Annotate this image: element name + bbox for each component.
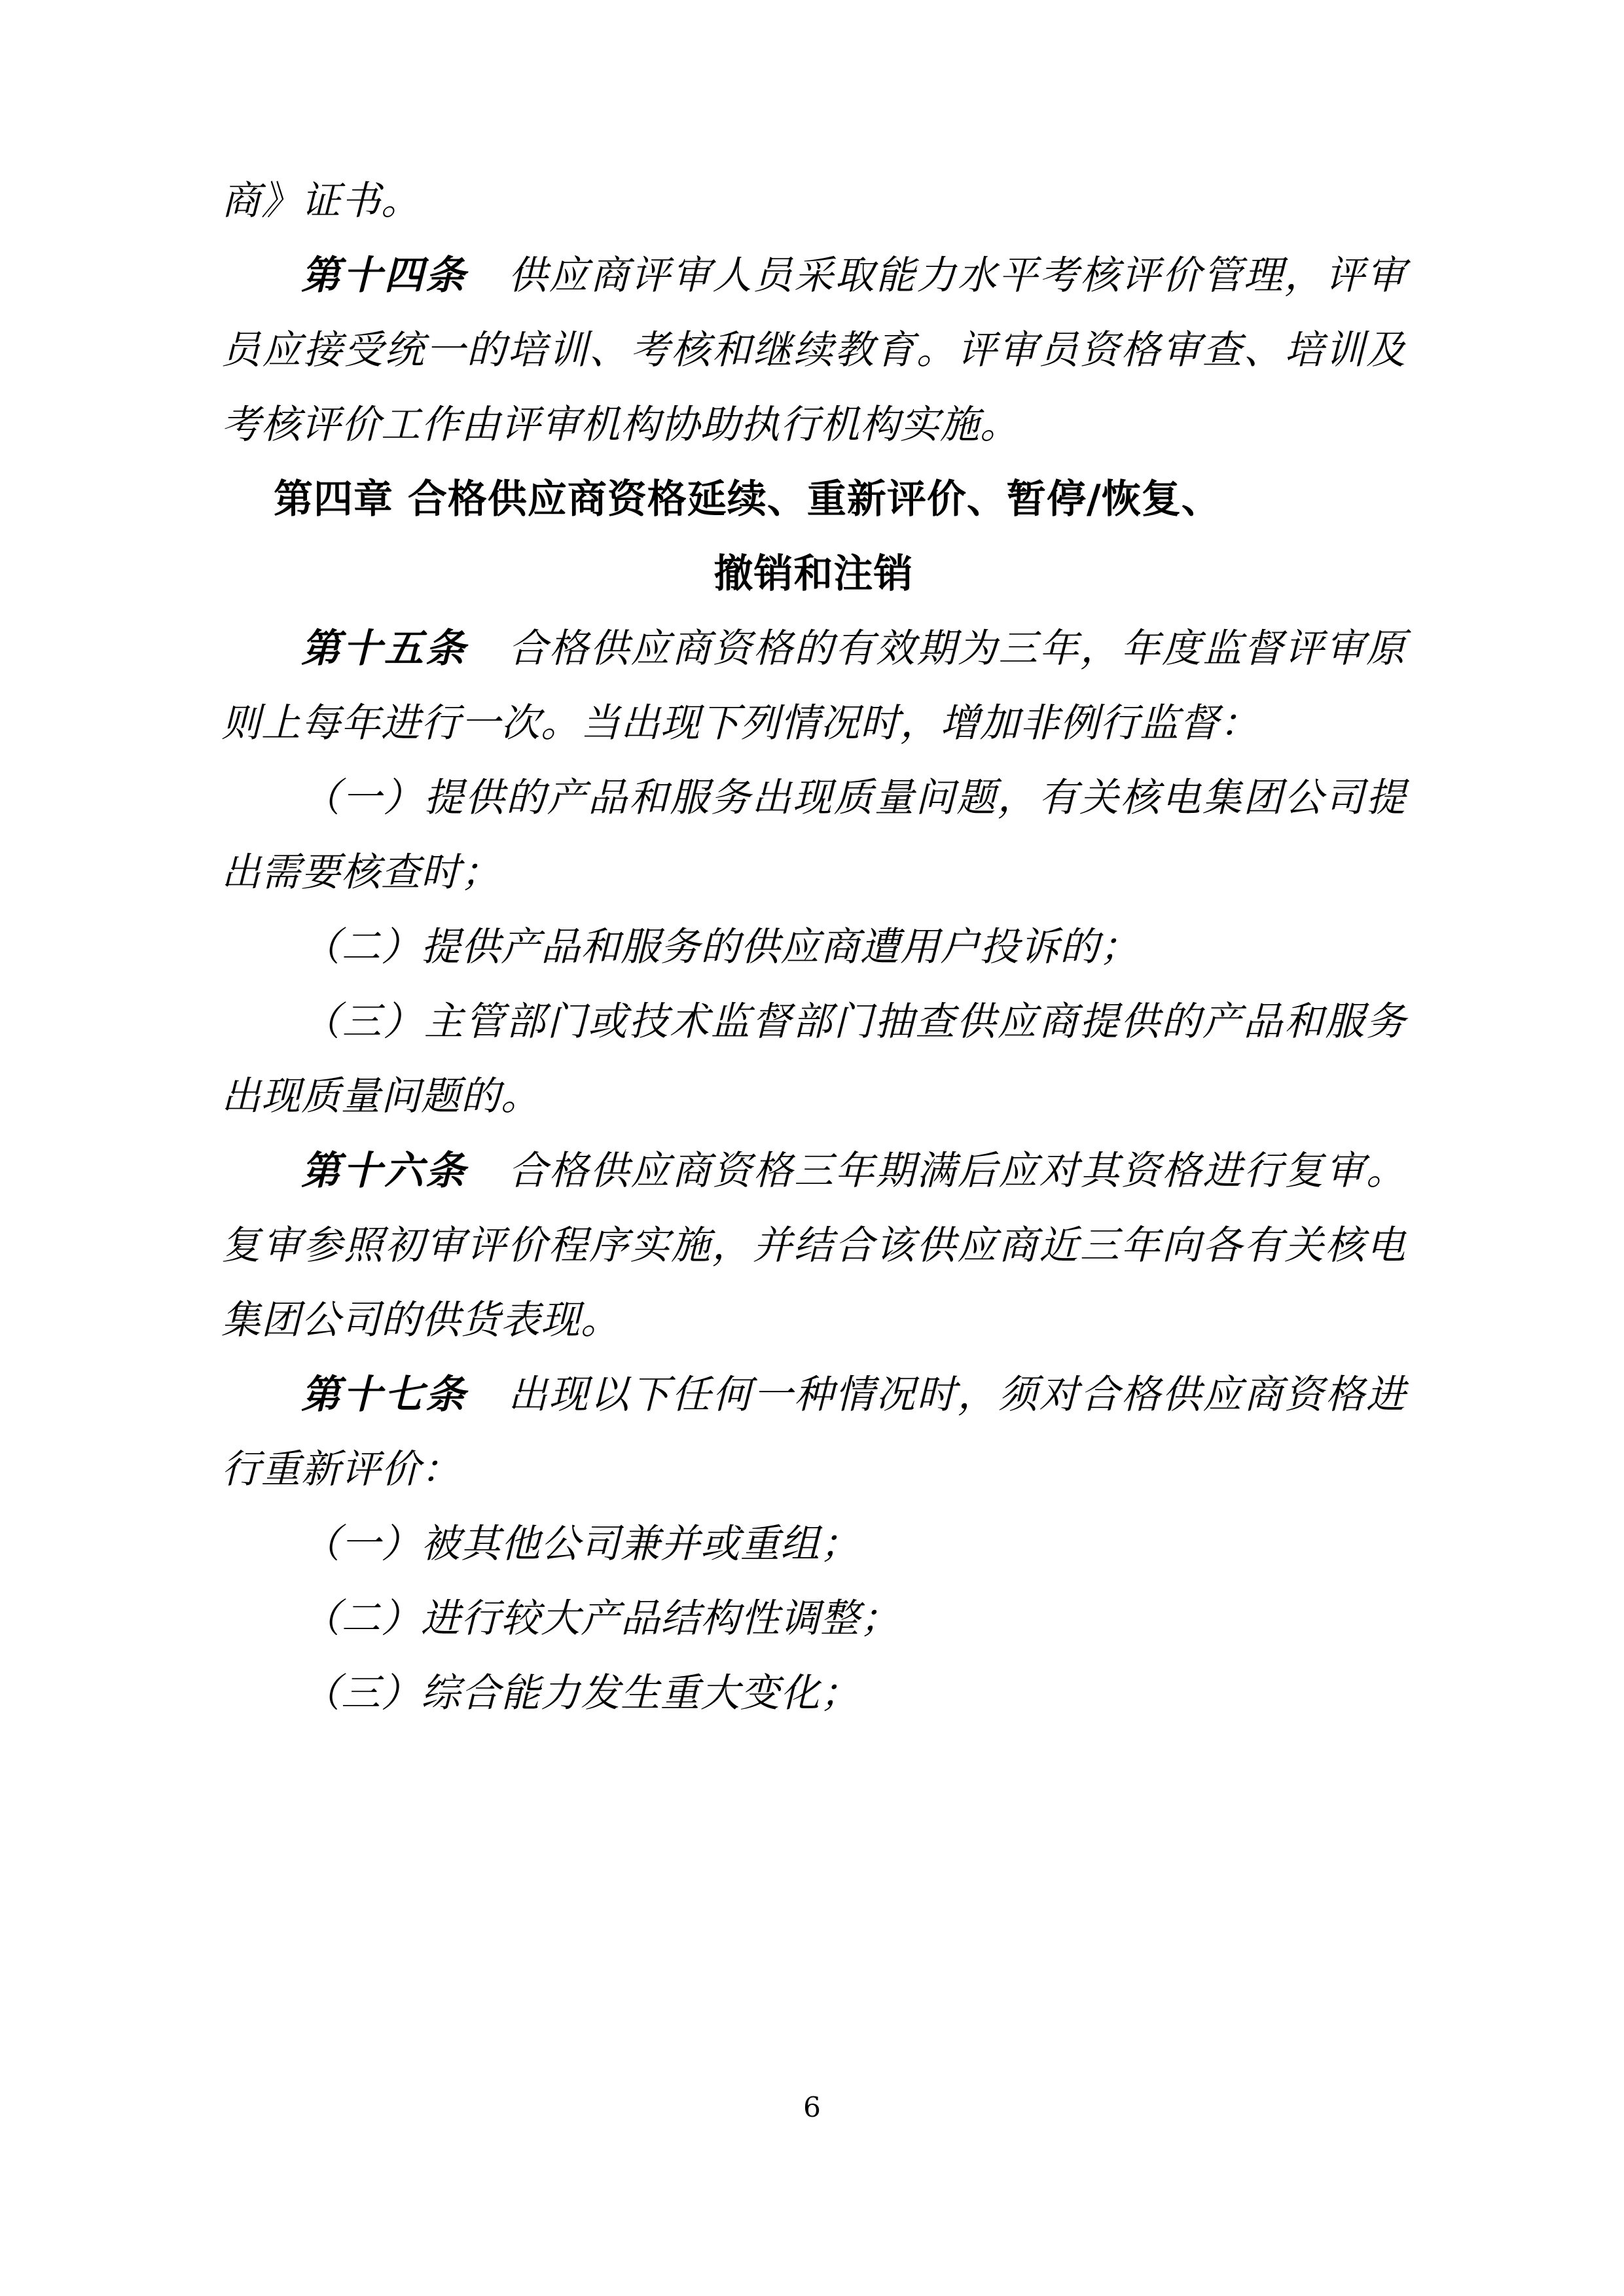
paragraph-text: 商》证书。: [221, 178, 421, 224]
paragraph-article-17: [221, 1357, 1406, 1507]
list-item-article-17-1: [221, 1507, 1406, 1581]
paragraph-article-14: [221, 238, 1406, 462]
list-item-article-17-3: [221, 1656, 1406, 1731]
list-item-article-15-1: [221, 761, 1406, 910]
paragraph-text: （二）进行较大产品结构性调整；: [301, 1596, 900, 1641]
chapter-heading-line-2: 撤销和注销: [713, 551, 914, 597]
paragraph-text: 合格供应商资格的有效期为三年，年度监督评审原则上每年进行一次。当出现下列情况时，增加非例行监督：: [221, 626, 1407, 746]
paragraph-continuation-article-13: [221, 164, 1406, 238]
paragraph-text: （三）综合能力发生重大变化；: [301, 1670, 860, 1716]
paragraph-text: （二）提供产品和服务的供应商遭用户投诉的；: [301, 924, 1140, 970]
paragraph-text: 出现以下任何一种情况时，须对合格供应商资格进行重新评价：: [221, 1372, 1407, 1492]
paragraph-text: 供应商评审人员采取能力水平考核评价管理，评审员应接受统一的培训、考核和继续教育。评审员资格审查、培训及考核评价工作由评审机构协助执行机构实施。: [221, 253, 1407, 448]
paragraph-article-16: [221, 1134, 1406, 1357]
list-item-article-17-2: [221, 1581, 1406, 1656]
list-item-article-15-2: [221, 910, 1406, 984]
chapter-heading-line-1: 第四章 合格供应商资格延续、重新评价、暂停/恢复、: [274, 476, 1221, 522]
article-label-17: 第十七条: [301, 1372, 467, 1418]
paragraph-text: （一）提供的产品和服务出现质量问题，有关核电集团公司提出需要核查时；: [221, 775, 1406, 895]
article-label-15: 第十五条: [301, 626, 467, 672]
paragraph-article-15: [221, 611, 1406, 761]
list-item-article-15-3: [221, 984, 1406, 1134]
article-label-16: 第十六条: [301, 1148, 467, 1194]
paragraph-text: （三）主管部门或技术监督部门抽查供应商提供的产品和服务出现质量问题的。: [221, 999, 1406, 1119]
paragraph-text: 合格供应商资格三年期满后应对其资格进行复审。复审参照初审评价程序实施，并结合该供应商近三年向各有关核电集团公司的供货表现。: [221, 1148, 1407, 1343]
page-body: [221, 164, 1406, 1731]
paragraph-text: （一）被其他公司兼并或重组；: [301, 1521, 860, 1567]
article-label-14: 第十四条: [301, 253, 467, 298]
page-number: 6: [803, 2091, 821, 2123]
